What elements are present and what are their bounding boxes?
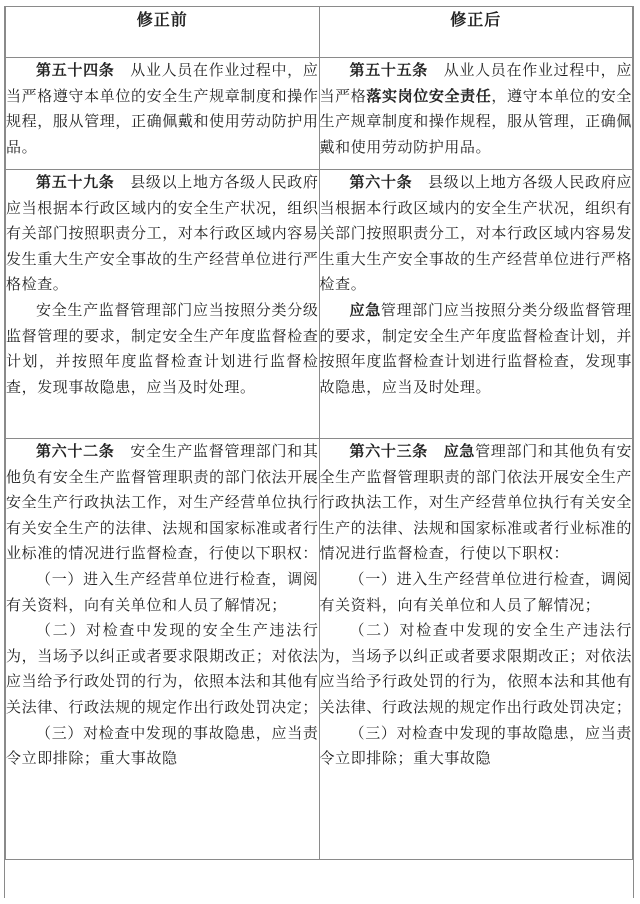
body-text: 安全生产监督管理部门和其他负有安全生产监督管理职责的部门依法开展安全生产行政执法工作，对生产经营单位执行有关安全生产的法律、法规和国家标准或者行业标准的情况进行监督检查，行使以下职权： <box>6 442 319 563</box>
bold-text: 应急 <box>443 442 476 460</box>
body-text: （二）对检查中发现的安全生产违法行为，当场予以纠正或者要求限期改正；对依法应当给予行政处罚的行为，依照本法和其他有关法律、行政法规的规定作出行政处罚决定； <box>6 621 319 716</box>
body-text: 从业人员在作业过程中，应当严格 <box>319 61 632 105</box>
comparison-document <box>4 6 634 898</box>
body-text: （二）对检查中发现的安全生产违法行为，当场予以纠正或者要求限期改正；对依法应当给予行政处罚的行为，依照本法和其他有关法律、行政法规的规定作出行政处罚决定； <box>319 621 632 716</box>
bold-text: 第六十二条 <box>36 442 115 460</box>
body-text: （三）对检查中发现的事故隐患，应当责令立即排除；重大事故隐 <box>319 723 632 768</box>
paragraph <box>6 298 319 400</box>
body-text: 管理部门和其他负有安全生产监督管理职责的部门依法开展安全生产行政执法工作，对生产经营单位执行有关安全生产的法律、法规和国家标准或者行业标准的情况进行监督检查，行使以下职权： <box>319 442 632 563</box>
cell-after <box>319 439 633 860</box>
body-text: 安全生产监督管理部门应当按照分类分级监督管理的要求，制定安全生产年度监督检查计划，并按照年度监督检查计划进行监督检查，发现事故隐患，应当及时处理。 <box>6 300 319 396</box>
bold-text: 第五十五条 <box>349 61 428 79</box>
body-text <box>428 442 444 460</box>
paragraph <box>6 721 319 772</box>
paragraph <box>320 618 633 720</box>
table-header-row <box>6 7 633 58</box>
paragraph <box>6 567 319 618</box>
table-row <box>6 170 633 439</box>
bold-text: 第五十九条 <box>36 173 115 191</box>
table-row <box>6 58 633 170</box>
bold-text: 第六十三条 <box>349 442 428 460</box>
paragraph <box>6 170 319 298</box>
paragraph <box>6 58 319 160</box>
paragraph <box>6 439 319 567</box>
paragraph <box>320 567 633 618</box>
paragraph <box>320 170 633 298</box>
bold-text: 第五十四条 <box>36 61 115 79</box>
body-text: （一）进入生产经营单位进行检查，调阅有关资料，向有关单位和人员了解情况； <box>319 569 632 614</box>
body-text: 县级以上地方各级人民政府应当根据本行政区域内的安全生产状况，组织有关部门按照职责分工，对本行政区域内容易发生重大生产安全事故的生产经营单位进行严格检查。 <box>6 173 319 294</box>
cell-before <box>6 58 320 170</box>
paragraph <box>320 298 633 400</box>
comparison-table <box>5 6 633 860</box>
paragraph <box>320 439 633 567</box>
cell-before <box>6 439 320 860</box>
header-before: 修正前 <box>6 7 320 58</box>
header-after: 修正后 <box>319 7 633 58</box>
cell-after <box>319 58 633 170</box>
body-text: （一）进入生产经营单位进行检查，调阅有关资料，向有关单位和人员了解情况； <box>6 569 319 614</box>
body-text: 从业人员在作业过程中，应当严格遵守本单位的安全生产规章制度和操作规程，服从管理，正确佩戴和使用劳动防护用品。 <box>6 61 319 156</box>
paragraph <box>6 618 319 720</box>
table-row <box>6 439 633 860</box>
cell-before <box>6 170 320 439</box>
bold-text: 第六十条 <box>349 173 413 191</box>
paragraph <box>320 721 633 772</box>
cell-after <box>319 170 633 439</box>
body-text: （三）对检查中发现的事故隐患，应当责令立即排除；重大事故隐 <box>6 723 319 768</box>
body-text: 管理部门应当按照分类分级监督管理的要求，制定安全生产年度监督检查计划，并按照年度监督检查计划进行监督检查，发现事故隐患，应当及时处理。 <box>319 300 632 396</box>
paragraph <box>320 58 633 160</box>
body-text: ，遵守本单位的安全生产规章制度和操作规程，服从管理，正确佩戴和使用劳动防护用品。 <box>319 86 632 156</box>
bold-text: 应急 <box>349 300 381 319</box>
bold-text: 落实岗位安全责任 <box>366 86 492 105</box>
body-text: 县级以上地方各级人民政府应当根据本行政区域内的安全生产状况，组织有关部门按照职责分工，对本行政区域内容易发生重大生产安全事故的生产经营单位进行严格检查。 <box>319 173 633 294</box>
